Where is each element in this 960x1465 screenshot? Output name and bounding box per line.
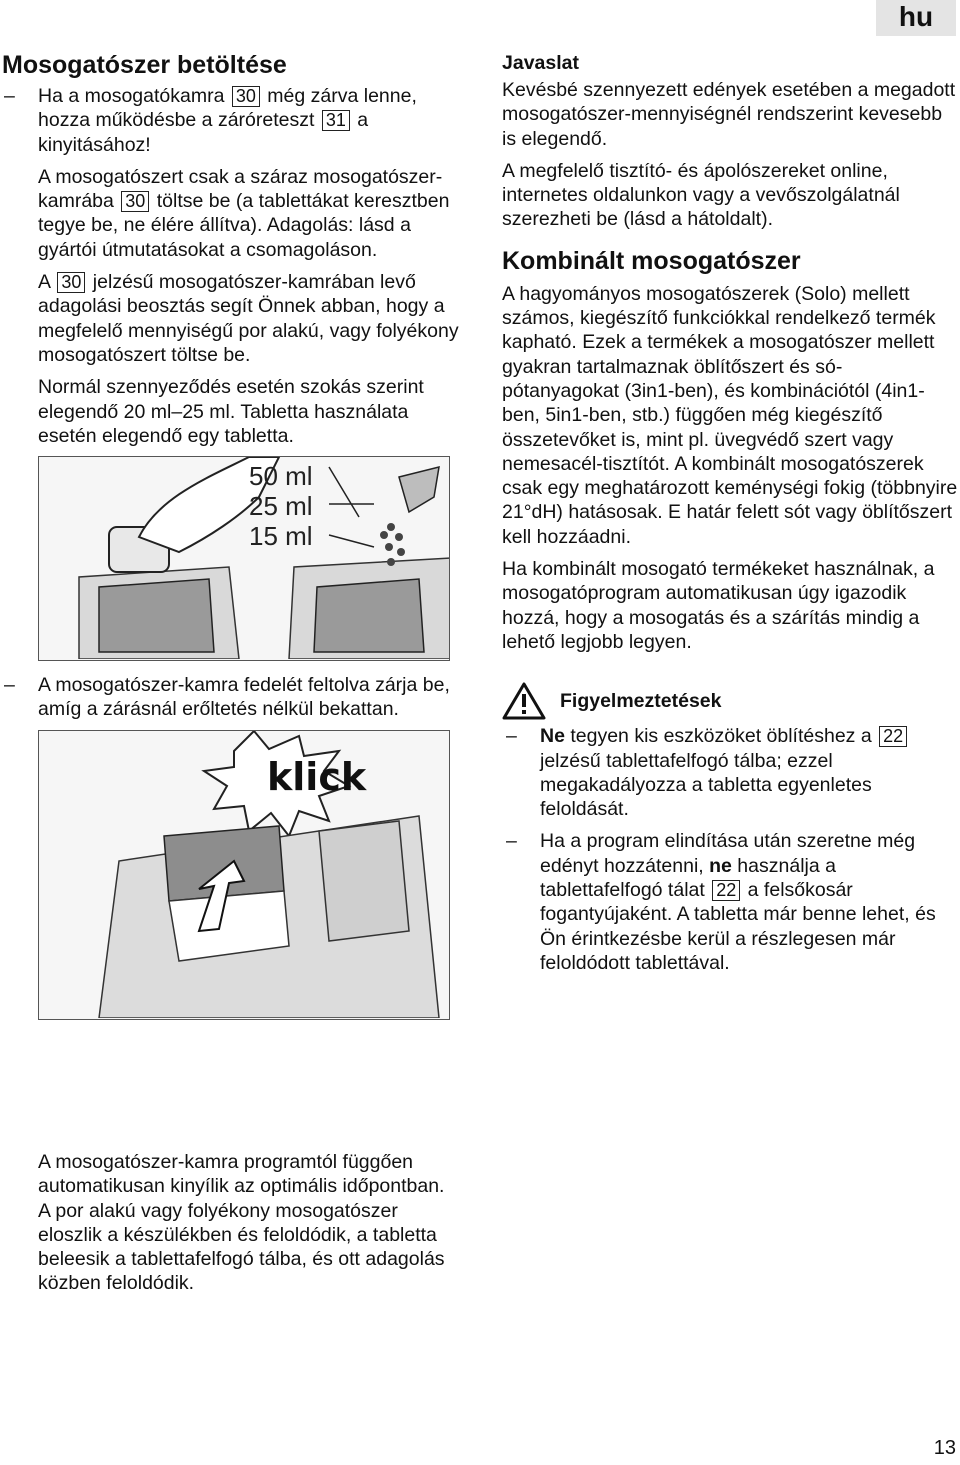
text: a felsőkosár fogantyújaként. A tabletta már benne lehet, és Ön érintkezésbe kerül a részlegesen már feloldódott tablettával. [540,879,936,974]
combo-title: Kombinált mosogatószer [502,246,801,275]
dash-bullet: – [506,830,517,853]
warnings-header [502,682,958,720]
text: töltse be (a tablettákat keresztben tegye be, ne élére állítva). Adagolás: lásd a gyártói útmutatásokat a csomagoláson. [38,190,450,261]
text: a kinyitásához! [38,109,369,156]
text: Ha a mosogatókamra [38,85,230,107]
text: A [38,271,56,294]
language-tab: hu [876,0,956,36]
warning-triangle-icon [502,682,546,720]
ref-box: 31 [322,110,350,131]
paragraph-auto-open: A mosogatószer-kamra programtól függően automatikusan kinyílik az optimális időpontban. A por alakú vagy folyékony mosogatószer eloszlik a készülékben és feloldódik, a tabletta beleesik a tablettafelfogó tálba, és ott adagolás közben feloldódik. [38,1151,445,1295]
text: A mosogatószert csak a száraz mosogatószer-kamrába [38,165,443,213]
combo-paragraph-1: A hagyományos mosogatószerek (Solo) mellett számos, kiegészítő funkciókkal rendelkező termék kapható. Ezek a termékek a mosogatószer mellett gyakran tartalmaznak öblítőszert és só-pótanyagokat (3in1-ben), és kombinációtól (4in1-ben, 5in1-ben, stb.) függően még kiegészítő összetevőket is, mint pl. üvegvédő szert vagy nemesacél-tisztítót. A kombinált mosogatószerek csak egy meghatározott keménységi fokig (többnyire 21°dH) hatásosak. E határ felett sót vagy öblítőszert kell hozzáadni. [502,282,958,548]
label-50ml: 50 ml [249,461,313,492]
section-title: Mosogatószer betöltése [2,51,287,79]
paragraph-fill [0,165,462,262]
paragraph-scale [0,270,462,367]
combo-paragraph-2: Ha kombinált mosogató termékeket használnak, a mosogatóprogram automatikusan úgy igazodik hozzá, hogy a mosogatás és a szárítás mindig a lehető legjobb legyen. [502,558,935,653]
text: tegyen kis eszközöket öblítéshez a [564,725,878,748]
label-15ml: 15 ml [249,521,313,552]
ref-box: 30 [232,86,260,107]
warning-2 [502,829,958,975]
tip-paragraph-2: A megfelelő tisztító- és ápolószereket online, internetes oldalunkon vagy a vevőszolgálatnál szerezheti be (lásd a hátoldalt). [502,159,900,231]
paragraph-dosage: Normál szennyeződés esetén szokás szerint elegendő 20 ml–25 ml. Tabletta használata esetén elegendő egy tabletta. [38,376,424,447]
warnings-title: Figyelmeztetések [560,689,722,712]
dash-bullet: – [506,725,517,748]
ref-box: 30 [57,272,85,293]
tip-paragraph-1: Kevésbé szennyezett edények esetében a megadott mosogatószer-mennyiségnél rendszerint kevesebb is elegendő. [502,79,956,150]
text: használja a tablettafelfogó tálat [540,854,836,902]
label-25ml: 25 ml [249,491,313,522]
ref-box: 22 [879,726,907,747]
figure-klick [38,730,450,1020]
page-number: 13 [933,1437,956,1459]
text: jelzésű mosogatószer-kamrában levő adagolási beosztás segít Önnek abban, hogy a megfelelő mennyiségű por alakú, vagy folyékony mosogatószert töltse be. [38,271,459,366]
dash-bullet: – [4,674,15,697]
text: jelzésű tablettafelfogó tálba; ezzel megakadályozza a tabletta egyenletes feloldását. [540,749,872,821]
text: még zárva lenne, hozza működésbe a záróreteszt [38,85,417,132]
bullet-open-compartment [0,84,462,157]
lid-closing-illustration [39,731,449,1018]
left-column [0,50,462,1020]
warning-1 [502,724,958,821]
right-column [502,50,958,983]
dash-bullet: – [4,85,15,107]
ref-box: 22 [712,880,740,901]
bold-text: ne [709,854,732,877]
figure-dosage [38,456,450,661]
bold-text: Ne [540,725,565,748]
tip-title: Javaslat [502,52,579,74]
klick-label: klick [267,754,367,799]
dispenser-illustration [39,457,449,659]
bullet-close-lid [0,673,462,722]
ref-box: 30 [121,191,149,212]
text: Ha a program elindítása után szeretne még edényt hozzátenni, [540,830,916,877]
text: A mosogatószer-kamra fedelét feltolva zárja be, amíg a zárásnál erőltetés nélkül bekattan. [38,674,450,721]
